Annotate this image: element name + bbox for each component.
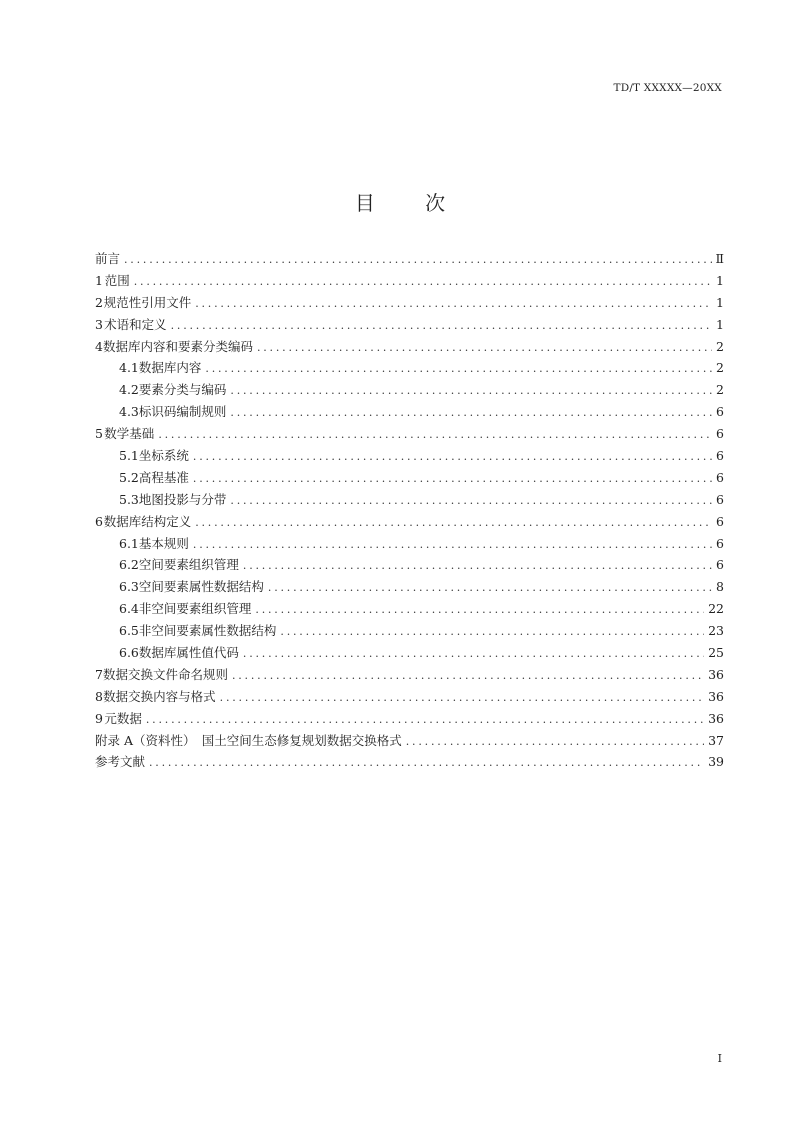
toc-dot-leader (134, 271, 712, 293)
toc-entry[interactable] (95, 598, 724, 620)
toc-entry[interactable] (95, 423, 724, 445)
toc-entry[interactable] (95, 664, 724, 686)
toc-entry[interactable] (95, 292, 724, 314)
toc-entry-label: 地图投影与分带 (138, 491, 227, 507)
toc-entry-number: 5.2 (119, 469, 139, 485)
toc-entry[interactable] (95, 248, 724, 270)
toc-entry-page: 1 (716, 316, 724, 332)
toc-dot-leader (268, 577, 712, 599)
toc-entry[interactable] (95, 730, 724, 752)
toc-entry[interactable] (95, 379, 724, 401)
toc-entry-number: 2 (95, 294, 103, 310)
toc-dot-leader (146, 709, 704, 731)
toc-entry-label: 数据库结构定义 (103, 513, 192, 529)
toc-entry-number: 4.3 (119, 404, 139, 420)
toc-entry[interactable] (95, 620, 724, 642)
toc-entry-number: 6.6 (119, 645, 139, 661)
toc-entry[interactable] (95, 533, 724, 555)
toc-entry-label: 标识码编制规则 (138, 404, 227, 420)
page-title: 目 次 (354, 191, 468, 216)
toc-entry-label: 数据库内容和要素分类编码 (102, 338, 253, 354)
toc-entry-page: 36 (708, 688, 724, 704)
toc-dot-leader (193, 468, 712, 490)
toc-dot-leader (124, 249, 711, 271)
toc-entry-label: 空间要素属性数据结构 (138, 579, 264, 595)
toc-entry-page: 37 (708, 732, 724, 748)
toc-dot-leader (193, 446, 712, 468)
toc-dot-leader (205, 358, 712, 380)
toc-entry-page: 2 (716, 360, 724, 376)
toc-entry-label: 术语和定义 (104, 316, 167, 332)
toc-entry-label: 高程基准 (138, 469, 189, 485)
toc-dot-leader (220, 687, 704, 709)
toc-dot-leader (230, 490, 712, 512)
toc-entry-label: 参考文献 (95, 754, 146, 770)
toc-entry[interactable] (95, 336, 724, 358)
toc-entry-label: 非空间要素组织管理 (138, 601, 252, 617)
toc-dot-leader (149, 752, 704, 774)
toc-dot-leader (158, 424, 712, 446)
toc-entry-page: 22 (708, 601, 724, 617)
toc-entry-number: 4.1 (119, 360, 139, 376)
toc-entry[interactable] (95, 576, 724, 598)
toc-dot-leader (257, 337, 712, 359)
toc-entry-page: 2 (716, 338, 724, 354)
toc-entry-page: 6 (716, 404, 724, 420)
toc-dot-leader (230, 380, 712, 402)
toc-entry-page: 36 (708, 666, 724, 682)
toc-entry-label: 数据交换文件命名规则 (102, 666, 228, 682)
toc-entry-page: 1 (716, 272, 724, 288)
toc-dot-leader (230, 402, 712, 424)
toc-entry-number: 9 (95, 710, 103, 726)
toc-entry[interactable] (95, 686, 724, 708)
toc-entry-page: 6 (716, 448, 724, 464)
toc-entry[interactable] (95, 511, 724, 533)
toc-entry-number: 8 (95, 688, 103, 704)
toc-entry[interactable] (95, 401, 724, 423)
table-of-contents (95, 248, 724, 773)
toc-entry-label: 数据库内容 (138, 360, 202, 376)
toc-entry-number: 4 (95, 338, 103, 354)
toc-entry-label: 坐标系统 (138, 448, 189, 464)
toc-entry[interactable] (95, 554, 724, 576)
toc-dot-leader (243, 555, 712, 577)
toc-dot-leader (195, 512, 712, 534)
toc-entry[interactable] (95, 489, 724, 511)
toc-entry-number: 3 (95, 316, 103, 332)
toc-entry-number: 6.4 (119, 601, 139, 617)
toc-entry[interactable] (95, 708, 724, 730)
toc-entry[interactable] (95, 467, 724, 489)
toc-entry[interactable] (95, 445, 724, 467)
toc-entry-page: 1 (716, 294, 724, 310)
toc-entry-page: 23 (708, 623, 724, 639)
toc-dot-leader (243, 643, 704, 665)
toc-entry-label: 附录 A（资料性） 国土空间生态修复规划数据交换格式 (95, 732, 402, 748)
page-number: I (717, 1052, 722, 1065)
toc-entry-page: 8 (716, 579, 724, 595)
toc-entry-page: 6 (716, 513, 724, 529)
toc-entry[interactable] (95, 314, 724, 336)
toc-entry-label: 数据交换内容与格式 (103, 688, 216, 704)
toc-entry-page: 6 (716, 469, 724, 485)
toc-entry-page: Ⅱ (715, 251, 724, 266)
toc-dot-leader (280, 621, 704, 643)
toc-dot-leader (171, 315, 712, 337)
toc-entry-number: 4.2 (119, 382, 139, 398)
toc-entry-label: 基本规则 (138, 535, 189, 551)
toc-entry-label: 范围 (104, 272, 130, 288)
toc-entry-number: 6.5 (119, 623, 139, 639)
toc-entry-label: 数据库属性值代码 (138, 645, 239, 661)
toc-entry-page: 6 (716, 535, 724, 551)
toc-entry-label: 要素分类与编码 (138, 382, 227, 398)
toc-entry-label: 空间要素组织管理 (138, 557, 239, 573)
toc-entry-number: 6.2 (119, 557, 139, 573)
toc-entry-number: 6.3 (119, 579, 139, 595)
toc-entry-page: 6 (716, 426, 724, 442)
toc-entry-label: 元数据 (104, 710, 142, 726)
toc-entry-page: 2 (716, 382, 724, 398)
toc-entry[interactable] (95, 751, 724, 773)
toc-dot-leader (232, 665, 704, 687)
toc-entry-label: 数学基础 (104, 426, 155, 442)
toc-entry-page: 36 (708, 710, 724, 726)
toc-entry[interactable] (95, 642, 724, 664)
toc-entry-label: 非空间要素属性数据结构 (138, 623, 277, 639)
toc-entry-number: 5.1 (119, 448, 139, 464)
toc-entry-page: 6 (716, 557, 724, 573)
toc-dot-leader (255, 599, 704, 621)
toc-entry-number: 7 (95, 666, 103, 682)
toc-entry-label: 规范性引用文件 (103, 294, 192, 310)
toc-entry-number: 5.3 (119, 491, 139, 507)
document-code: TD/T XXXXX—20XX (613, 82, 722, 94)
toc-entry-page: 6 (716, 491, 724, 507)
toc-entry-label: 前言 (95, 251, 121, 266)
toc-entry-number: 6.1 (119, 535, 139, 551)
toc-entry-number: 5 (95, 426, 103, 442)
toc-dot-leader (406, 731, 704, 753)
toc-dot-leader (195, 293, 712, 315)
toc-entry[interactable] (95, 357, 724, 379)
toc-entry[interactable] (95, 270, 724, 292)
toc-entry-number: 1 (95, 272, 103, 288)
toc-entry-page: 25 (708, 645, 724, 661)
toc-entry-number: 6 (95, 513, 103, 529)
toc-dot-leader (193, 534, 712, 556)
toc-entry-page: 39 (708, 754, 724, 770)
